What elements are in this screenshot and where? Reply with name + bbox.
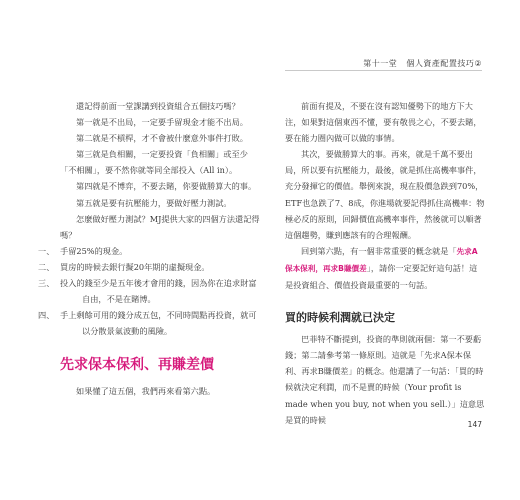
paragraph: 第一就是不出局，一定要手留現金才能不出局。 xyxy=(76,117,248,128)
paragraph: 其次，要做勝算大的事。再來，就是千萬不要出局，所以要有抗壓能力，最後，就是抓住高機率事件，充分發揮它的價值。舉例來說，現在股價急跌到70%，ETF也急跌了7、8成，你進場就要記得抓住高機率：物極必反的原則，回歸價值高機率事件，然後就可以順著這個趨勢，賺到應該有的合理報酬。 xyxy=(285,149,485,240)
paragraph: 如果懂了這五個，我們再來看第六點。 xyxy=(76,386,216,397)
section-heading: 先求保本保利、再賺差價 xyxy=(60,357,214,374)
chapter-title: 個人資產配置技巧② xyxy=(406,59,482,68)
left-column xyxy=(38,98,260,400)
paragraph: 還記得前面一堂課講到投資組合五個技巧嗎？ xyxy=(76,101,240,111)
right-column xyxy=(285,98,485,428)
list-item: 二、 買房的時候去銀行擬20年期的虛擬現金。 xyxy=(38,261,210,272)
paragraph: 第三就是負相關，一定要投資「負相關」或至少「不相關」，要不然你就等同全部投入（All in）。 xyxy=(60,149,248,176)
list-text: 手上剩餘可用的錢分成五包，不同時間點再投資，就可以分散景氣波動的風險。 xyxy=(60,310,257,337)
text-run: 」，請你一定要記好這句話！這是投資組合、價值投資最重要的一句話。 xyxy=(285,262,478,291)
paragraph: 第二就是不槓桿，才不會被什麼意外事件打敗。 xyxy=(76,133,248,144)
header-rule xyxy=(285,70,482,71)
paragraph: 怎麼做好壓力測試？MJ提供大家的四個方法還記得嗎？ xyxy=(60,213,260,240)
list-text: 手留25%的現金。 xyxy=(60,245,128,256)
list-text: 投入的錢至少是五年後才會用的錢，因為你在追求財富自由，不是在賭博。 xyxy=(60,278,257,305)
paragraph: 前面有提及，不要在沒有認知優勢下的地方下大注，如果對這個東西不懂，要有敬畏之心，不要去賭，要在能力圈內做可以做的事情。 xyxy=(285,101,482,144)
paragraph: 第五就是要有抗壓能力，要做好壓力測試。 xyxy=(76,197,232,208)
page-number: 147 xyxy=(467,420,482,429)
highlight-text: 先求A保本保利，再求B賺價差 xyxy=(285,246,478,273)
chapter-label: 第十一堂 xyxy=(363,59,398,68)
sub-heading: 買的時候利潤就已決定 xyxy=(285,311,395,325)
list-item: 四、 手上剩餘可用的錢分成五包，不同時間點再投資，就可以分散景氣波動的風險。 xyxy=(38,310,257,337)
list-text: 買房的時候去銀行擬20年期的虛擬現金。 xyxy=(60,261,210,272)
text-run: 回到第六點，有一個非常重要的概念就是「 xyxy=(301,245,457,256)
list-item: 一、 手留25%的現金。 xyxy=(38,245,128,256)
paragraph xyxy=(285,243,485,293)
paragraph: 第四就是不博弈，不要去賭，你要做勝算大的事。 xyxy=(76,181,257,192)
running-header xyxy=(363,58,482,69)
list-item: 三、 投入的錢至少是五年後才會用的錢，因為你在追求財富自由，不是在賭博。 xyxy=(38,278,257,305)
paragraph: 巴菲特不斷提到，投資的準則就兩個：第一不要虧錢；第二請參考第一條原則。這就是「先求A保本保利、再求B賺價差」的概念。他還講了一句話：「買的時候就決定利潤，而不是賣的時候（Your profit is made when you buy, not when you sell.）」這意思是買的時候 xyxy=(285,334,485,425)
